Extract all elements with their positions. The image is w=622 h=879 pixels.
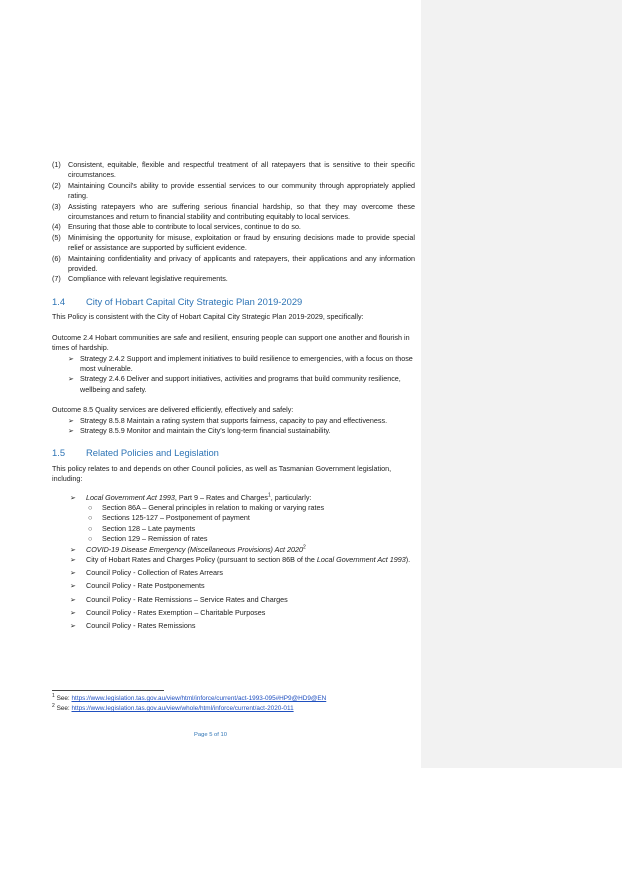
outcome-2-4: Outcome 2.4 Hobart communities are safe and resilient, ensuring people can support one another and flourish in times of hardship. xyxy=(52,332,410,353)
list-item: (3) Assisting ratepayers who are suffering serious financial hardship, so that they may overcome these circumstances and return to financial stability and contributing equitably to local services. xyxy=(52,201,415,222)
list-item: (5) Minimising the opportunity for misuse, exploitation or fraud by ensuring decisions made to provide special relief or assistance are supported by sufficient evidence. xyxy=(52,232,415,253)
principles-list xyxy=(52,160,415,285)
document-body xyxy=(52,160,415,634)
sub-item: ○ Section 86A – General principles in relation to making or varying rates xyxy=(88,502,325,512)
sub-item: ○ Sections 125-127 – Postponement of payment xyxy=(88,513,250,523)
sub-item: ○ Section 129 – Remission of rates xyxy=(88,534,208,544)
list-item: ➢ COVID-19 Disease Emergency (Miscellaneous Provisions) Act 2020$^2$ xyxy=(70,544,306,554)
list-item: ➢ Council Policy - Rates Exemption – Charitable Purposes xyxy=(70,607,266,617)
footnote: $^2$ See: https://www.legislation.tas.gov.au/view/whole/html/inforce/current/act-2020-011 xyxy=(52,702,294,712)
footnote-separator xyxy=(52,690,164,691)
sub-item: ○ Section 128 – Late payments xyxy=(88,523,196,533)
footnote-link[interactable]: https://www.legislation.tas.gov.au/view/whole/html/inforce/current/act-2020-011 xyxy=(71,705,294,712)
legislation-list xyxy=(52,493,415,632)
list-item: ➢ Council Policy - Rates Remissions xyxy=(70,621,196,631)
section-heading-1-5: 1.5 Related Policies and Legislation xyxy=(52,447,219,459)
list-item: ➢ Strategy 8.5.8 Maintain a rating system that supports fairness, capacity to pay and effectiveness. xyxy=(68,415,388,425)
page-number: Page 5 of 10 xyxy=(194,732,227,738)
list-item: (2) Maintaining Council's ability to provide essential services to our community through appropriately applied rating. xyxy=(52,180,415,201)
list-item: ➢ Council Policy - Rate Postponements xyxy=(70,581,205,591)
outcome-8-5: Outcome 8.5 Quality services are delivered efficiently, effectively and safely: xyxy=(52,405,294,415)
section-heading-1-4: 1.4 City of Hobart Capital City Strategic Plan 2019-2029 xyxy=(52,295,303,307)
footnotes xyxy=(52,694,326,714)
list-item: ➢ Strategy 8.5.9 Monitor and maintain the City's long-term financial sustainability. xyxy=(68,425,331,435)
strategy-list xyxy=(52,416,415,437)
list-item: (1) Consistent, equitable, flexible and respectful treatment of all ratepayers that is sensitive to their specific circumstances. xyxy=(52,160,415,180)
list-item: ➢ Strategy 2.4.2 Support and implement initiatives to build resilience to emergencies, with a focus on those most vulnerable. xyxy=(68,353,413,373)
footnote: $^1$ See: https://www.legislation.tas.gov.au/view/html/inforce/current/act-1993-095#HP9@HD9@EN xyxy=(52,692,327,702)
section-intro: This policy relates to and depends on other Council policies, as well as Tasmanian Government legislation, including: xyxy=(52,463,392,484)
list-item: ➢ Council Policy - Collection of Rates Arrears xyxy=(70,568,224,578)
list-item: ➢ City of Hobart Rates and Charges Policy (pursuant to section 86B of the Local Government Act 1993). xyxy=(70,555,411,564)
sub-list xyxy=(86,503,415,545)
list-item: (7) Compliance with relevant legislative requirements. xyxy=(52,274,228,284)
list-item: (6) Maintaining confidentiality and privacy of applicants and ratepayers, their applications and any information provided. xyxy=(52,253,415,274)
section-intro: This Policy is consistent with the City of Hobart Capital City Strategic Plan 2019-2029, specifically: xyxy=(52,312,364,322)
list-item: (4) Ensuring that those able to contribute to local services, continue to do so. xyxy=(52,222,301,232)
list-item: ➢ Local Government Act 1993, Part 9 – Rates and Charges$^1$, particularly: ○ Section 86A – General principles in relation to making or varying rates ○ Sections 125-127 – Postponement of payment ○ Section 128 – Late payments ○ Section 129 – Remission of rates xyxy=(52,493,415,545)
strategy-list xyxy=(52,354,415,396)
list-item: ➢ Strategy 2.4.6 Deliver and support initiatives, activities and programs that build community resilience, wellbeing and safety. xyxy=(68,374,401,394)
comment-pane xyxy=(421,0,622,768)
footnote-link[interactable]: https://www.legislation.tas.gov.au/view/html/inforce/current/act-1993-095#HP9@HD9@EN xyxy=(71,695,327,702)
list-item: ➢ Council Policy - Rate Remissions – Service Rates and Charges xyxy=(70,594,288,604)
